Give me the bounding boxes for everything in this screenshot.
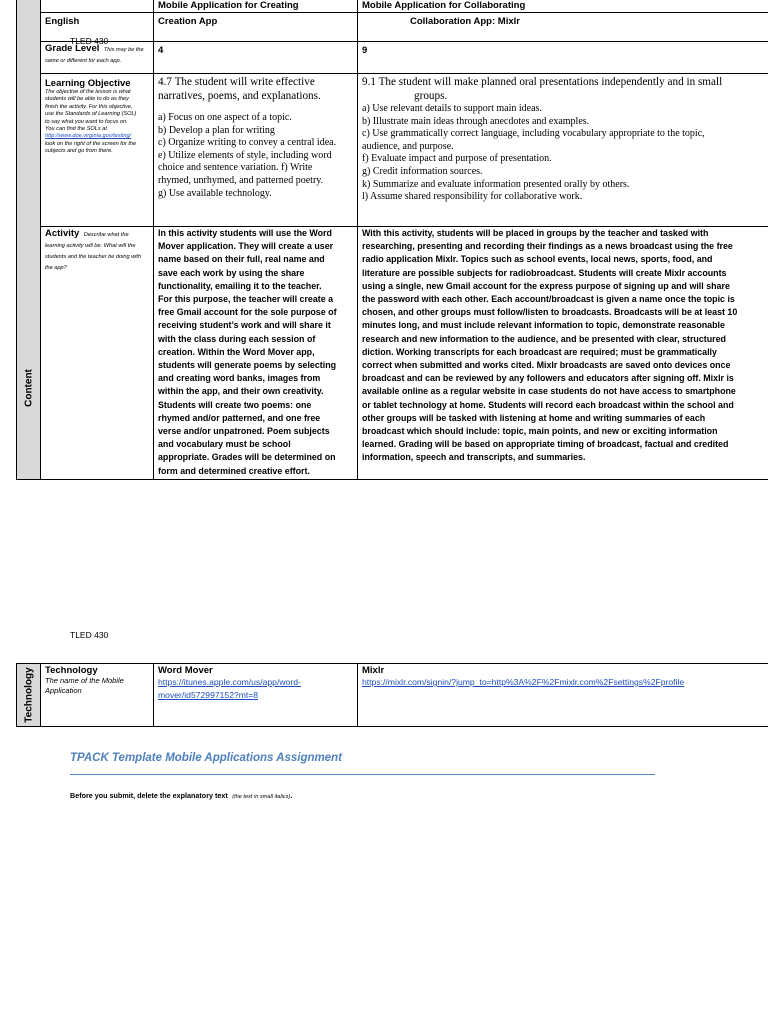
activity-creating-line: free Gmail account for the sole purpose of (158, 307, 337, 318)
activity-label: Activity (45, 228, 80, 239)
activity-creating-line: In this activity students will use the Word (158, 228, 332, 238)
objective-creating-line: choice and sentence variation. f) Write (158, 162, 313, 174)
grade-level-label: Grade Level (45, 43, 100, 54)
mixlr-cell (358, 664, 768, 727)
activity-creating-line: Students will create two poems: one (158, 399, 312, 410)
mixlr-link[interactable]: https://mixlr.com/signin/?jump_to=http%3A%2F%2Fmixlr.com%2Fsettings%2Fprofile (362, 677, 685, 687)
objective-creating-line: 4.7 The student will write effective (158, 76, 315, 88)
technology-label: Technology (45, 665, 98, 676)
activity-creating-line: and vocabulary must be school (158, 439, 291, 450)
collab-app-label: Collaboration App: Mixlr (410, 16, 520, 27)
objective-note-line: finish the activity. For this objective, (45, 103, 133, 110)
title-rule (70, 774, 655, 775)
objective-creating-line: a) Focus on one aspect of a topic. (158, 112, 292, 123)
activity-creating-line: functionality, emailing it to the teacher. (158, 280, 322, 291)
activity-collab-line: radio application Mixlr. Topics such as school events, local news, sports, food, and (362, 254, 713, 265)
objective-collaborating (358, 74, 768, 227)
objective-note-line: students will be able to do as they (45, 96, 129, 103)
activity-creating-line: save each work by using the share (158, 267, 305, 278)
tpack-title: TPACK Template Mobile Applications Assignment (70, 752, 342, 764)
activity-creating-line: appropriate. Grades will be determined on (158, 452, 336, 463)
header-collaborating: Mobile Application for Collaborating (358, 0, 768, 13)
objective-collab-line: c) Use grammatically correct language, including vocabulary appropriate to the topic, (362, 128, 705, 140)
word-mover-cell (154, 664, 358, 727)
word-mover-link-line[interactable]: https://itunes.apple.com/us/app/word- (158, 677, 301, 687)
objective-collab-line: a) Use relevant details to support main ideas. (362, 103, 542, 114)
creation-app-label: Creation App (158, 16, 218, 27)
submit-instruction (70, 789, 292, 802)
objective-collab-line: g) Credit information sources. (362, 165, 483, 177)
activity-collab-line: literature are possible subjects for radiobroadcast. Students will create Mixlr accounts (362, 267, 727, 278)
technology-note: The name of the Mobile Application (45, 676, 124, 695)
content-section-label: Content (23, 368, 34, 407)
activity-collab-line: researching, presenting and recording their findings as a news broadcast using the free (362, 241, 733, 252)
activity-collab-line: information, speech and transcripts, and summaries. (362, 452, 586, 463)
learning-objective-cell (41, 74, 154, 227)
technology-label-cell (41, 664, 154, 727)
header-tled-top: TLED 430 (70, 36, 109, 46)
activity-cell (41, 227, 154, 480)
activity-creating-line: For this purpose, the teacher will create a (158, 294, 334, 305)
instruction-note: (the text in small italics) (232, 794, 291, 800)
header-creating: Mobile Application for Creating (154, 0, 358, 13)
word-mover-link[interactable] (158, 676, 353, 701)
learning-objective-label: Learning Objective (45, 78, 131, 89)
activity-collab-line: broadcast and can be reviewed by any followers and educators after signing off. Mixlr is (362, 373, 734, 384)
objective-note-line: look on the right of the screen for the (45, 140, 137, 147)
objective-note (45, 89, 149, 156)
activity-collab-line: correct when submitted and works cited. Mixlr broadcasts are saved onto devices once (362, 360, 731, 371)
objective-collab-line: audience, and purpose. (362, 140, 454, 152)
technology-side-band (17, 664, 41, 727)
activity-creating-line: creation. Within the Word Mover app, (158, 346, 315, 357)
activity-creating-line: rhymed and/or patterned, and one free (158, 412, 321, 423)
activity-collaborating (358, 227, 768, 480)
technology-section-label: Technology (23, 667, 34, 723)
objective-collab-line: f) Evaluate impact and purpose of presentation. (362, 153, 552, 165)
mixlr-name: Mixlr (362, 665, 385, 676)
activity-creating-line: with the class during each session of (158, 333, 316, 344)
objective-creating-line: b) Develop a plan for writing (158, 124, 275, 136)
objective-creating (154, 74, 358, 227)
objective-collab-line: 9.1 The student will make planned oral presentations independently and in small (362, 76, 723, 88)
grade-level-cell (41, 42, 154, 74)
header-tled-bottom: TLED 430 (70, 630, 109, 640)
objective-creating-line: c) Organize writing to convey a central idea. (158, 137, 337, 149)
objective-collab-line: b) Illustrate main ideas through anecdotes and examples. (362, 115, 590, 127)
grade-level-note: This may be the same or different for each app. (45, 47, 144, 64)
grade-collaborating: 9 (358, 42, 768, 74)
activity-collab-line: using a single, new Gmail account for the express purpose of signing up and will share (362, 280, 730, 291)
activity-collab-line: the password with each other. Each account/broadcast is given a name once the topic is (362, 294, 735, 305)
instruction-end: . (290, 791, 293, 800)
objective-creating-line: narratives, poems, and explanations. (158, 89, 321, 102)
activity-collab-line: or tablet technology at home. Students will record each broadcast within the school and (362, 399, 734, 410)
word-mover-link-line[interactable]: mover/id572997152?mt=8 (158, 689, 259, 700)
content-side-band (17, 0, 41, 479)
activity-creating-line: Mover application. They will create a user (158, 241, 334, 252)
objective-note-line: You can find the SOLs at (45, 126, 107, 133)
objective-creating-line: e) Utilize elements of style, including word (158, 149, 332, 161)
activity-creating-line: within the app, and their own creativity. (158, 386, 324, 397)
objective-note-line: to say what you want to focus on. (45, 118, 128, 125)
subject-label: English (45, 16, 80, 27)
activity-collab-line: broadcast which should include: topic, main points, and new or exciting information (362, 426, 718, 437)
activity-collab-line: diction. Working transcripts for each broadcast are required; must be grammatically (362, 346, 717, 357)
objective-creating-line: rhymed, unrhymed, and patterned poetry. (158, 174, 324, 186)
instruction-text: Before you submit, delete the explanatory text (70, 791, 228, 800)
grade-creating: 4 (154, 42, 358, 74)
collab-app-cell (358, 13, 768, 42)
objective-collab-line: k) Summarize and evaluate information presented orally by others. (362, 178, 630, 190)
activity-creating-line: and creating word banks, images from (158, 373, 321, 384)
activity-collab-line: research and new information to the audience, and be presented with clear, structured (362, 333, 726, 344)
creation-app-cell (154, 13, 358, 42)
activity-collab-line: available online as a regular website in case students do not have access to smartphone (362, 386, 736, 397)
objective-collab-line: l) Assume shared responsibility for collaborative work. (362, 191, 583, 203)
header-blank-cell (41, 0, 154, 13)
activity-collab-line: chosen, and other groups must follow/listen to broadcasts. Broadcasts will be at least 10 (362, 307, 738, 318)
activity-collab-line: minutes long, and must include relevant information to topic, demonstrate reasonable (362, 320, 725, 331)
objective-note-line: use the Standards of Learning (SOL) (45, 111, 137, 118)
activity-creating-line: verse and/or unpatroned. Poem subjects (158, 426, 330, 437)
technology-table (16, 663, 768, 727)
activity-creating-line: name based on their full, real name and (158, 254, 325, 265)
activity-creating-line: students will generate poems by selecting (158, 360, 337, 371)
objective-note-line: The objective of the lesson is what (45, 89, 131, 95)
activity-creating (154, 227, 358, 480)
activity-collab-line: other groups will be tasked with listening at home and writing summaries of each (362, 412, 706, 423)
activity-collab-line: With this activity, students will be placed in groups by the teacher and tasked with (362, 228, 709, 238)
activity-note: Describe what the learning activity will be. What will the students and the teacher be doing with the app? (45, 232, 142, 271)
objective-creating-line: g) Use available technology. (158, 187, 272, 199)
sol-link[interactable]: http://www.doe.virginia.gov/testing/ (45, 133, 132, 140)
spacer (158, 103, 353, 112)
activity-creating-line: form and determined creative effort. (158, 465, 310, 476)
objective-note-line: subjects and go from there. (45, 148, 113, 155)
activity-creating-line: receiving student’s work and will share it (158, 320, 331, 331)
objective-collab-line: groups. (414, 89, 448, 102)
activity-collab-line: learned. Grading will be based on appropriate timing of broadcast, factual and credited (362, 439, 729, 450)
word-mover-name: Word Mover (158, 665, 213, 676)
content-table (16, 0, 768, 480)
